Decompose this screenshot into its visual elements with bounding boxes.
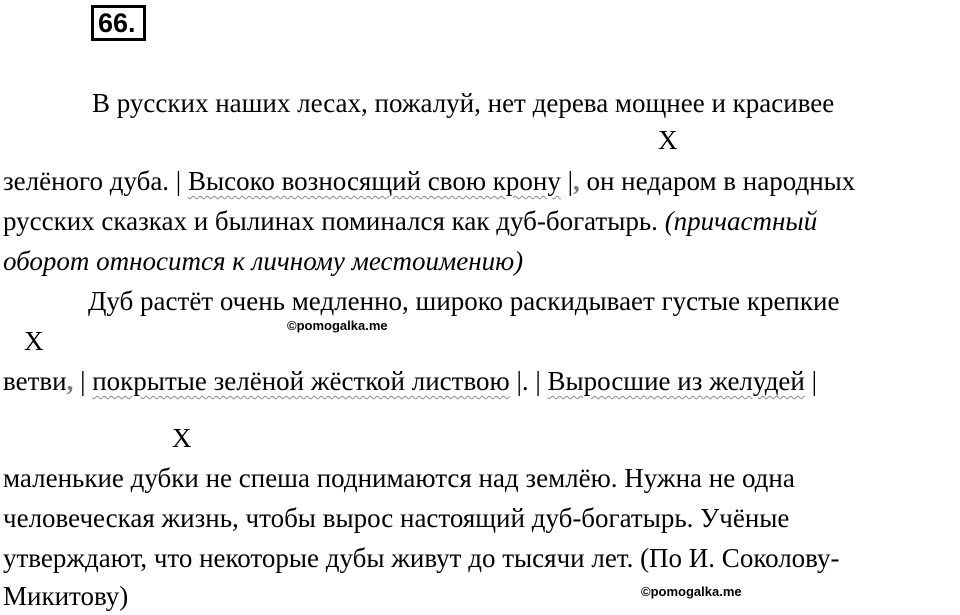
- x-mark: X: [658, 125, 678, 155]
- explanation-note: (причастный: [664, 206, 818, 236]
- text-line-6: [3, 365, 817, 397]
- text-line-2: [3, 165, 855, 197]
- text-line-1: В русских наших лесах, пожалуй, нет дерева мощнее и красивее: [92, 88, 835, 118]
- text-line-8: человеческая жизнь, чтобы вырос настоящий дуб-богатырь. Учёные: [3, 503, 790, 533]
- watermark: ©pomogalka.me: [287, 318, 388, 333]
- text-line-4: оборот относится к личному местоимению): [3, 246, 524, 276]
- x-mark: X: [172, 423, 192, 453]
- x-mark: X: [24, 326, 44, 356]
- text-line-5: Дуб растёт очень медленно, широко раскидывает густые крепкие: [88, 286, 840, 316]
- inserted-comma: ,: [66, 366, 74, 396]
- text-fragment: русских сказках и былинах поминался как дуб-богатырь.: [3, 206, 665, 236]
- text-line-3: [3, 205, 817, 237]
- text-fragment: ветви: [3, 366, 67, 396]
- text-fragment: |. |: [509, 366, 548, 396]
- text-line-9: утверждают, что некоторые дубы живут до тысячи лет. (По И. Соколову-: [3, 543, 840, 573]
- watermark: ©pomogalka.me: [641, 584, 742, 599]
- text-line-7: маленькие дубки не спеша поднимаются над землёю. Нужна не одна: [3, 463, 795, 493]
- text-fragment: зелёного дуба. |: [3, 166, 188, 196]
- exercise-number: 66.: [91, 5, 146, 41]
- text-fragment: |: [73, 366, 93, 396]
- participial-phrase: покрытые зелёной жёсткой листвою: [92, 366, 510, 396]
- text-fragment: |: [560, 166, 573, 196]
- inserted-comma: ,: [572, 166, 580, 196]
- text-line-10: Микитову): [3, 581, 129, 611]
- text-fragment: он недаром в народных: [579, 166, 856, 196]
- participial-phrase: Высоко возносящий свою крону: [187, 166, 561, 196]
- participial-phrase: Выросшие из желудей: [547, 366, 805, 396]
- text-fragment: |: [804, 366, 818, 396]
